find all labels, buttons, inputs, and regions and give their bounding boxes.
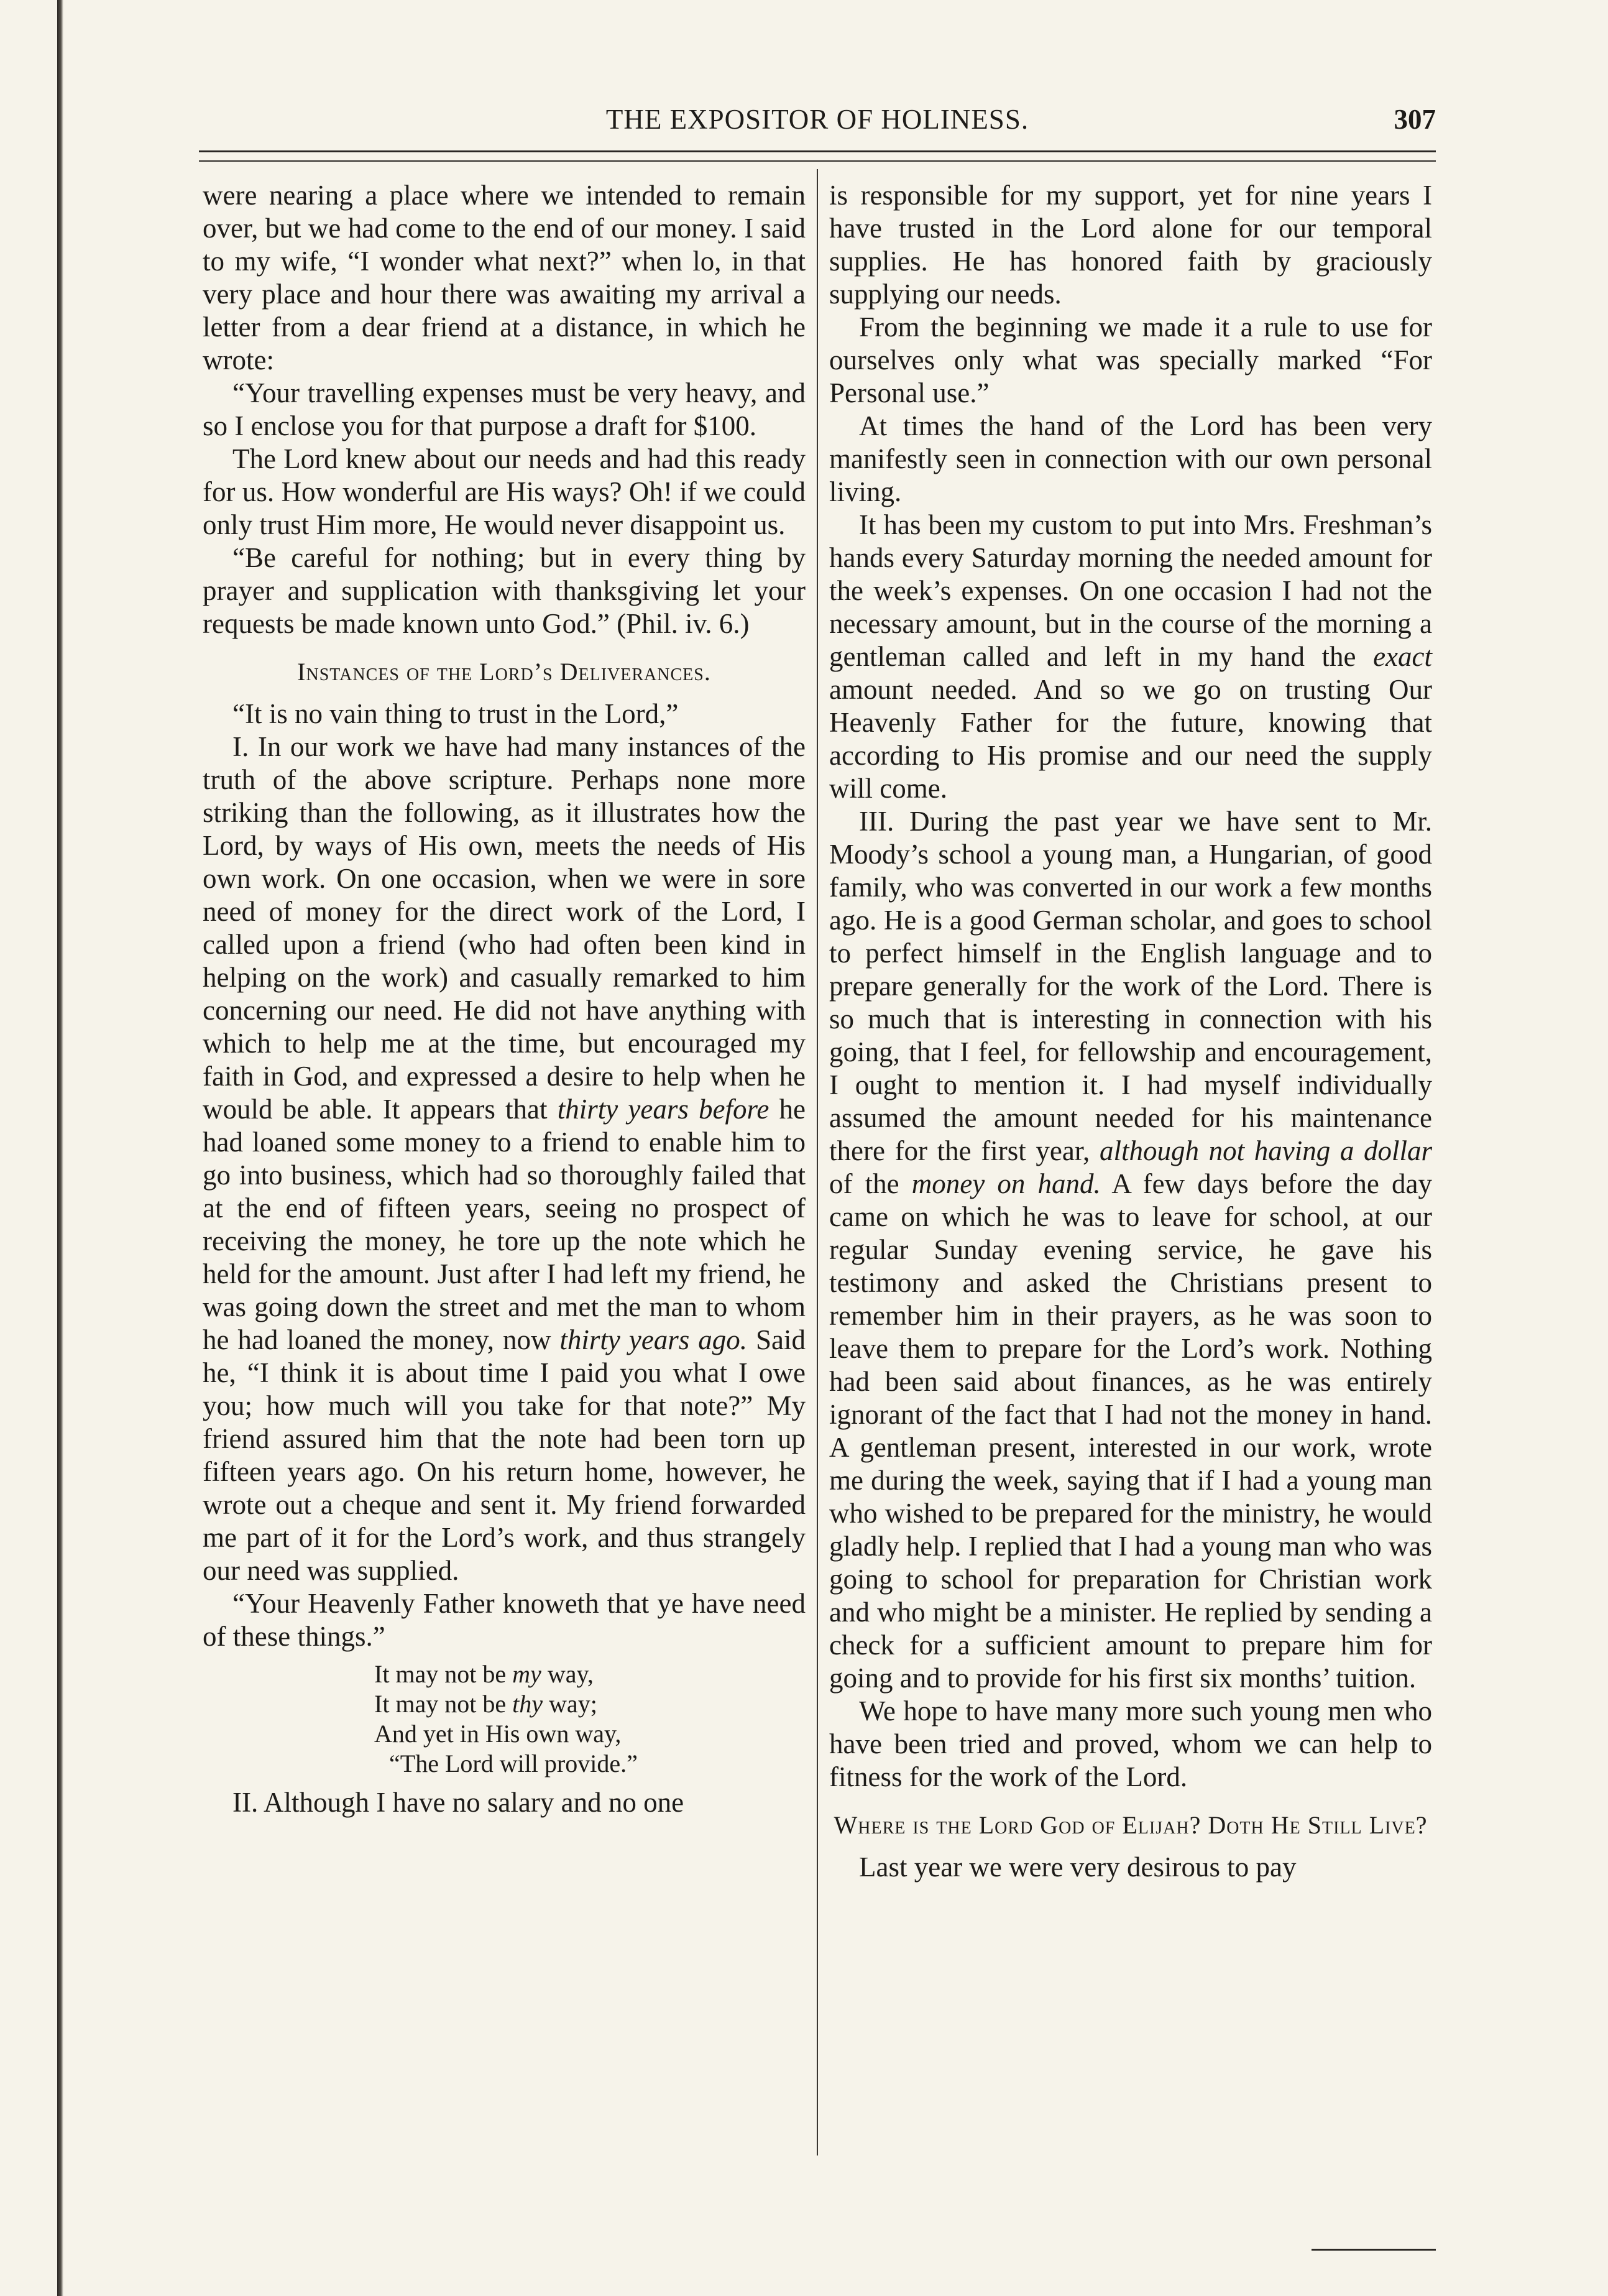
rp4-text-a: It has been my custom to put into Mrs. Freshman’s hands every Saturday morning the needed amount for the week’s expenses. On one occasion I had not the necessary amount, but in the course of the morning a gentleman called and left in my hand the <box>829 509 1432 672</box>
poem <box>374 1659 806 1779</box>
header-rule-bottom <box>199 160 1436 162</box>
column-divider <box>817 169 818 2155</box>
poem-line-2-em: thy <box>512 1690 543 1718</box>
poem-line-1 <box>374 1659 806 1689</box>
left-column <box>203 179 806 1819</box>
page-spine-shadow <box>57 0 63 2296</box>
rp5-emphasis-2: money on hand. <box>911 1168 1101 1199</box>
left-paragraph-3: The Lord knew about our needs and had this ready for us. How wonderful are His ways? Oh! if we could only trust Him more, He would never disappoint us. <box>203 443 806 540</box>
running-title: THE EXPOSITOR OF HOLINESS. <box>605 104 1029 135</box>
left-paragraph-5: “It is no vain thing to trust in the Lord,” <box>232 698 679 729</box>
page-number: 307 <box>1394 104 1436 135</box>
poem-line-1-a: It may not be <box>374 1660 513 1688</box>
poem-line-3: And yet in His own way, <box>374 1720 622 1748</box>
poem-line-4: “The Lord will provide.” <box>389 1750 638 1777</box>
left-paragraph-6 <box>203 731 806 1587</box>
left-paragraph-2: “Your travelling expenses must be very heavy, and so I enclose you for that purpose a draft for $100. <box>203 377 806 441</box>
section-heading-deliverances: Instances of the Lord’s Deliverances. <box>297 658 711 686</box>
p6-text-c: Said he, “I think it is about time I paid you what I owe you; how much will you take for that note?” My friend assured him that the note had been torn up fifteen years ago. On his return home, however, he wrote out a cheque and sent it. My friend forwarded me part of it for the Lord’s work, and thus strangely our need was supplied. <box>203 1324 806 1586</box>
rp4-emphasis: exact <box>1373 641 1432 672</box>
left-paragraph-4: “Be careful for nothing; but in every thing by prayer and supplication with thanksgiving let your requests be made known unto God.” (Phil. iv. 6.) <box>203 542 806 639</box>
running-header <box>199 103 1436 147</box>
rp5-text-a: III. During the past year we have sent to Mr. Moody’s school a young man, a Hungarian, of good family, who was converted in our work a few months ago. He is a good German scholar, and goes to school to perfect himself in the English language and to prepare generally for the work of the Lord. There is so much that is interesting in connection with his going, that I feel, for fellowship and encouragement, I ought to mention it. I had myself individually assumed the amount needed for his maintenance there for the first year, <box>829 806 1432 1166</box>
section-heading-elijah: Where is the Lord God of Elijah? Doth He Still Live? <box>834 1811 1428 1839</box>
right-paragraph-1: is responsible for my support, yet for nine years I have trusted in the Lord alone for our temporal supplies. He has honored faith by graciously supplying our needs. <box>829 180 1432 310</box>
rp5-text-c: A few days before the day came on which he was to leave for school, at our regular Sunday evening service, he gave his testimony and asked the Christians present to remember him in their prayers, as he was soon to leave them to prepare for the Lord’s work. Nothing had been said about finances, as he was entirely ignorant of the fact that I had not the money in hand. A gentleman present, interested in our work, wrote me during the week, saying that if I had a young man who wished to be prepared for the ministry, he would gladly help. I replied that I had a young man who was going to school for preparation for Christian work and who might be a minister. He replied by sending a check for a sufficient amount to prepare him for going and to provide for his first six months’ tuition. <box>829 1168 1432 1694</box>
poem-line-2-b: way; <box>543 1690 597 1718</box>
right-paragraph-4 <box>829 509 1432 805</box>
poem-line-1-em: my <box>512 1660 541 1688</box>
p6-text-b: he had loaned some money to a friend to enable him to go into business, which had so thoroughly failed that at the end of fifteen years, seeing no prospect of receiving the money, he tore up the note which he held for the amount. Just after I had left my friend, he was going down the street and met the man to whom he had loaned the money, now <box>203 1094 806 1355</box>
right-paragraph-5 <box>829 805 1432 1695</box>
p6-emphasis-2: thirty years ago. <box>559 1324 748 1355</box>
left-paragraph-1: were nearing a place where we intended to remain over, but we had come to the end of our money. I said to my wife, “I wonder what next?” when lo, in that very place and hour there was awaiting my arrival a letter from a dear friend at a distance, in which he wrote: <box>203 180 806 376</box>
rp5-text-b: of the <box>829 1168 912 1199</box>
bottom-corner-rule <box>1312 2249 1436 2251</box>
poem-line-1-b: way, <box>541 1660 594 1688</box>
right-paragraph-2: From the beginning we made it a rule to use for ourselves only what was specially marked “For Personal use.” <box>829 311 1432 408</box>
poem-line-2 <box>374 1689 806 1719</box>
rp4-text-b: amount needed. And so we go on trusting Our Heavenly Father for the future, knowing that according to His promise and our need the supply will come. <box>829 674 1432 804</box>
right-column <box>829 179 1432 1884</box>
right-paragraph-6: We hope to have many more such young men who have been tried and proved, whom we can help to fitness for the work of the Lord. <box>829 1695 1432 1792</box>
poem-line-2-a: It may not be <box>374 1690 513 1718</box>
header-rule-top <box>199 150 1436 152</box>
rp5-emphasis-1: although not having a dollar <box>1099 1135 1433 1166</box>
right-paragraph-7: Last year we were very desirous to pay <box>859 1851 1297 1883</box>
p6-text-a: I. In our work we have had many instances of the truth of the above scripture. Perhaps none more striking than the following, as it illustrates how the Lord, by ways of His own, meets the needs of His own work. On one occasion, when we were in sore need of money for the direct work of the Lord, I called upon a friend (who had often been kind in helping on the work) and casually remarked to him concerning our need. He did not have anything with which to help me at the time, but encouraged my faith in God, and expressed a desire to help when he would be able. It appears that <box>203 731 806 1125</box>
p6-emphasis-1: thirty years before <box>557 1094 770 1125</box>
right-paragraph-3: At times the hand of the Lord has been very manifestly seen in connection with our own personal living. <box>829 410 1432 507</box>
left-paragraph-8: II. Although I have no salary and no one <box>232 1787 684 1818</box>
left-paragraph-7: “Your Heavenly Father knoweth that ye have need of these things.” <box>203 1588 806 1652</box>
